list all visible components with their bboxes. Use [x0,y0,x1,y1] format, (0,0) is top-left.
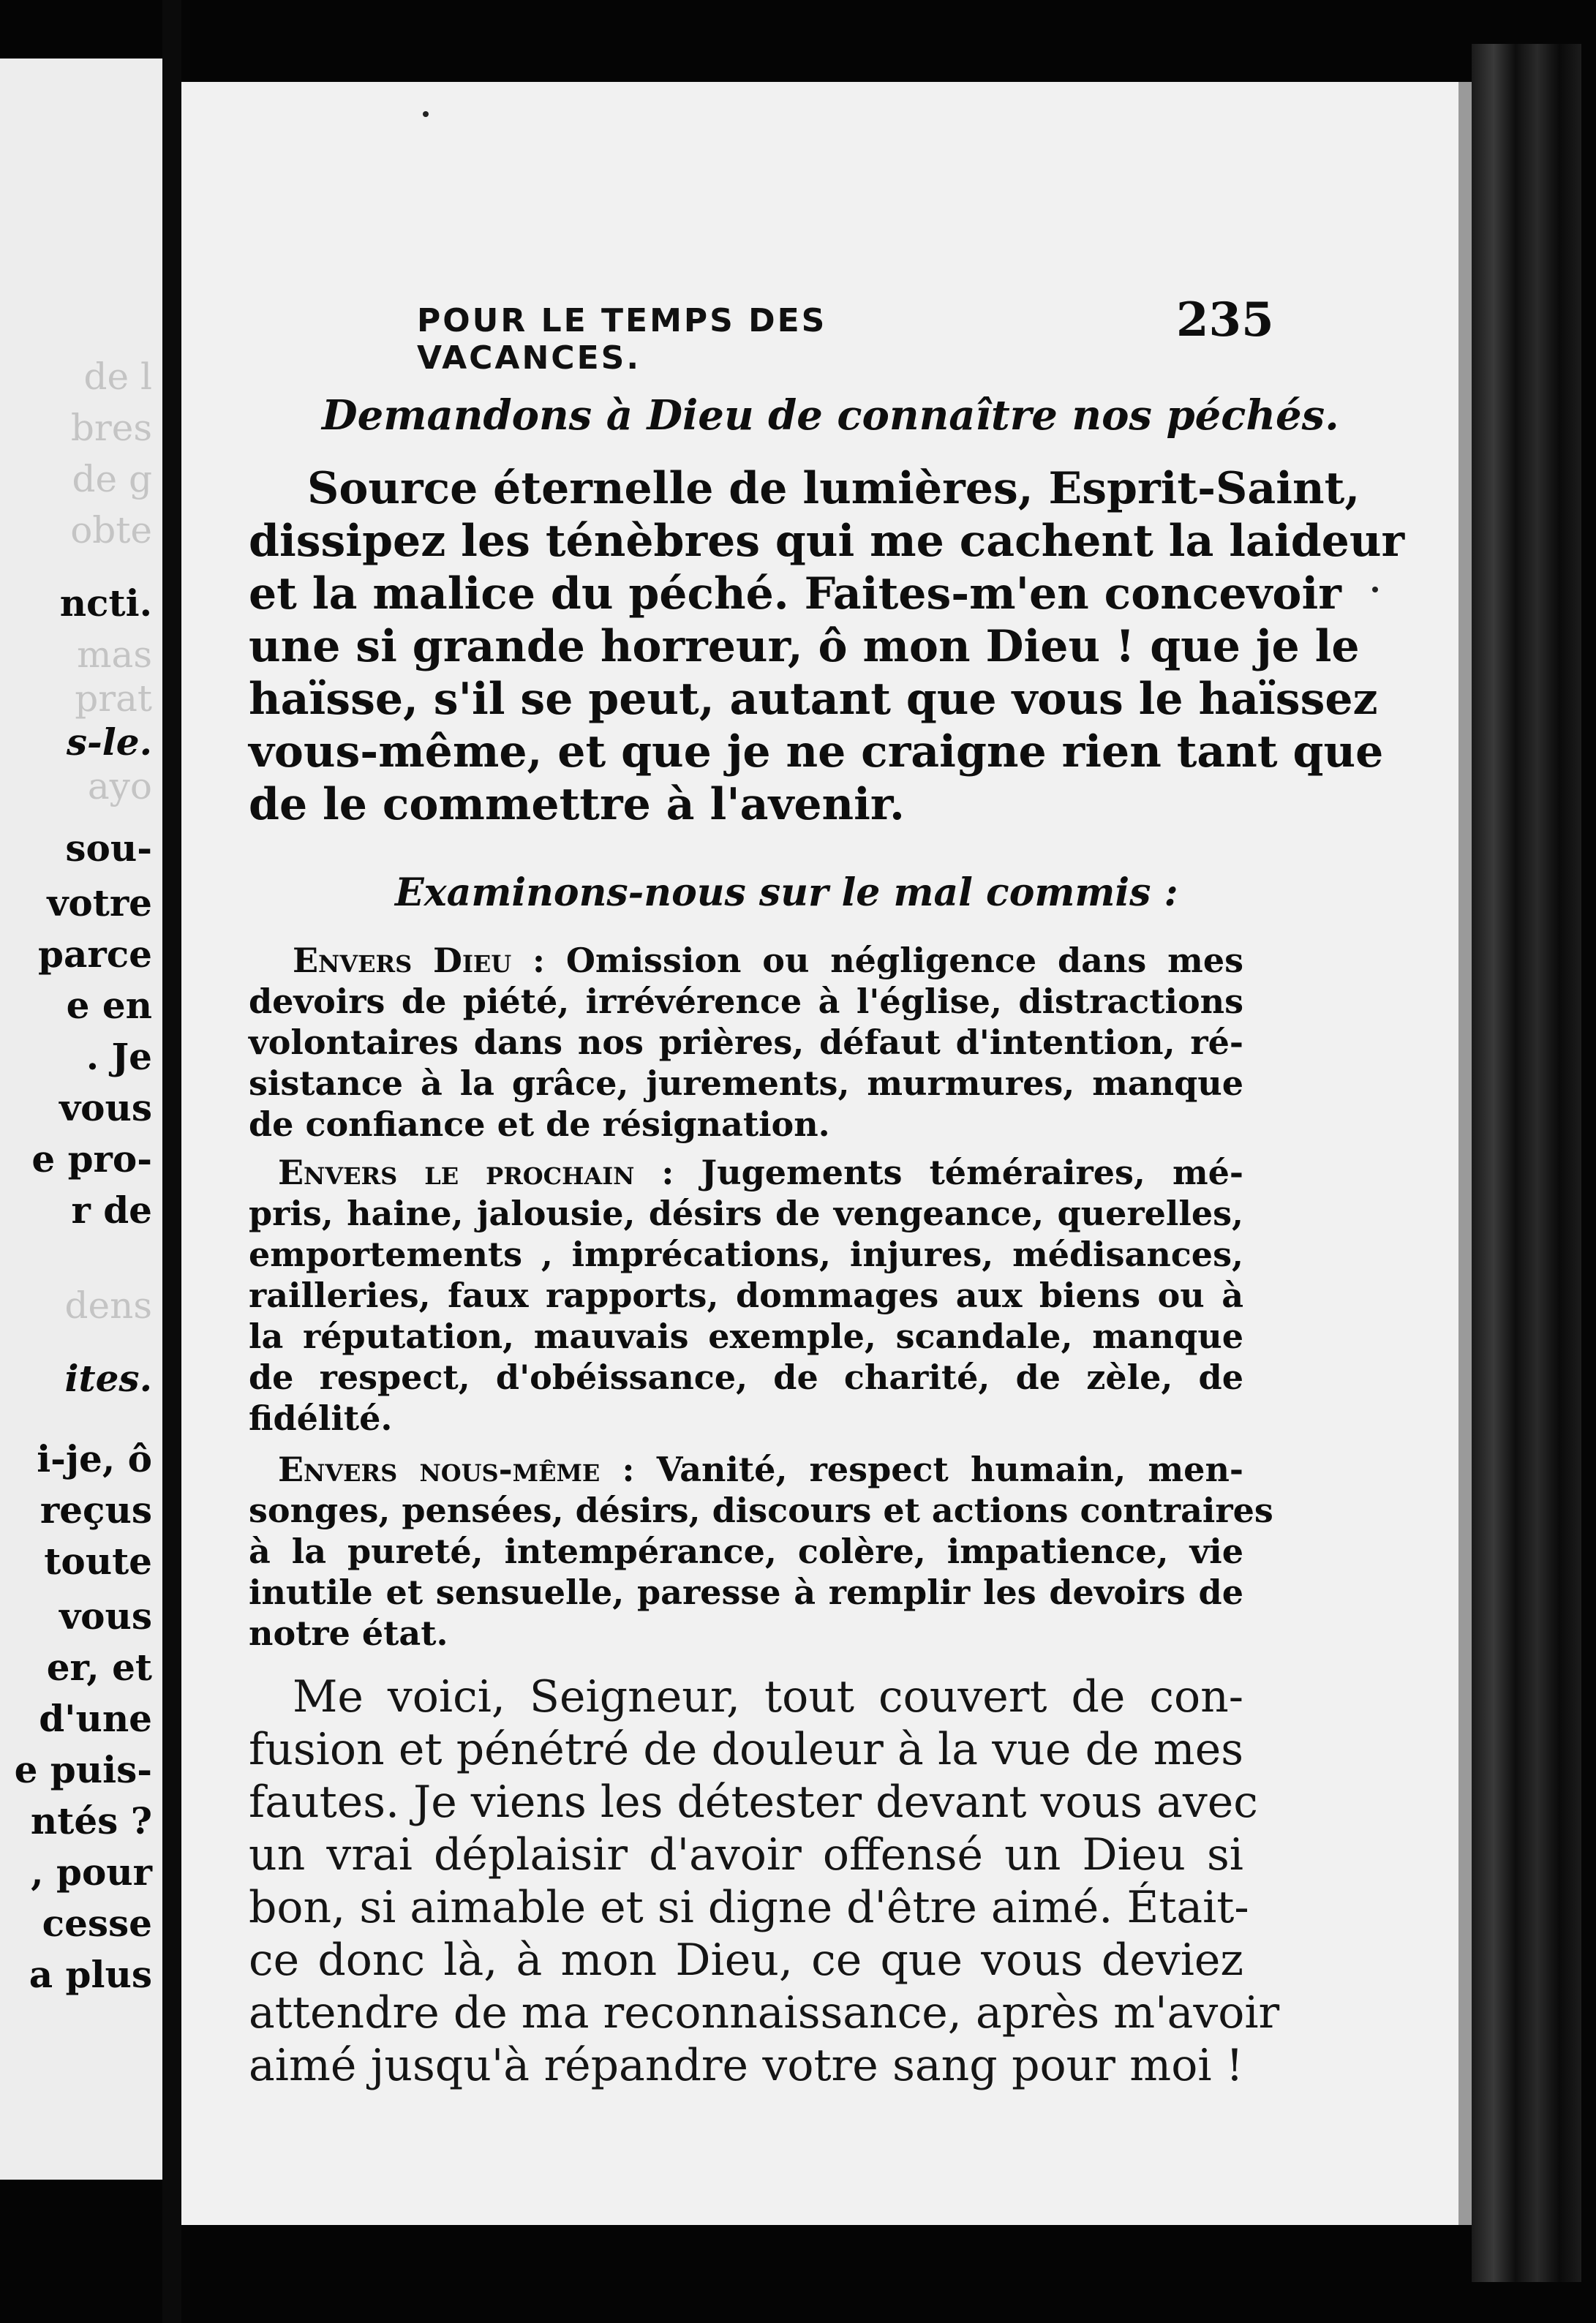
page-number: 235 [1176,293,1274,347]
examen-prochain-line: railleries, faux rapports, dommages aux biens ou à [249,1276,1243,1315]
speck [423,111,429,117]
left-page-faint-line: mas [77,633,152,676]
examen-prochain-line: emportements , imprécations, injures, médisances, [249,1235,1243,1274]
examen-dieu-line: volontaires dans nos prières, défaut d'intention, ré- [249,1023,1243,1062]
examen-dieu-line: devoirs de piété, irrévérence à l'église, distractions [249,982,1243,1021]
left-page-faint-line: bres [70,407,152,449]
examen-prochain-line: pris, haine, jalousie, désirs de vengeance, querelles, [249,1194,1243,1233]
examen-soi-line: Envers nous-même : Vanité, respect humain, men- [278,1450,1243,1489]
confession-line: aimé jusqu'à répandre votre sang pour moi ! [249,2040,1243,2091]
left-page-faint-line: dens [64,1284,152,1327]
left-page-line: cesse [42,1902,152,1945]
left-page-line: toute [44,1540,152,1583]
left-page-faint-line: obte [70,509,152,551]
book-gutter [162,0,181,2323]
left-page-line: e en [66,984,152,1027]
examen-dieu-line: Envers Dieu : Omission ou négligence dans mes [293,941,1243,980]
prayer-line: haïsse, s'il se peut, autant que vous le haïssez [249,674,1378,725]
left-page-line: vous [59,1086,152,1129]
prayer-line: une si grande horreur, ô mon Dieu ! que je le [249,621,1360,672]
left-page-line: s-le. [66,720,152,764]
examen-soi-label: Envers nous-même : [278,1450,635,1489]
confession-line: attendre de ma reconnaissance, après m'avoir [249,1987,1280,2038]
examen-prochain-line: de respect, d'obéissance, de charité, de zèle, de [249,1358,1243,1397]
left-page-line: a plus [29,1953,152,1996]
left-page-faint-line: prat [75,677,152,720]
book-binding [1472,44,1581,2282]
left-page-faint-line: de l [83,355,152,398]
left-page-line: . Je [86,1035,152,1078]
confession-line: un vrai déplaisir d'avoir offensé un Dieu si [249,1829,1243,1880]
left-page-line: parce [38,933,152,976]
speck [1372,587,1378,592]
left-page-line: r de [71,1189,152,1232]
left-page-line: sou- [65,827,152,870]
examen-dieu-label: Envers Dieu : [293,941,546,980]
confession-line: ce donc là, à mon Dieu, ce que vous deviez [249,1935,1243,1986]
prayer-line: et la malice du péché. Faites-m'en concevoir [249,568,1341,620]
left-page-line: e pro- [31,1137,152,1181]
left-page-line: ites. [64,1357,152,1400]
examen-soi-line: à la pureté, intempérance, colère, impatience, vie [249,1532,1243,1571]
left-page-line: i-je, ô [37,1437,152,1480]
section-heading: Demandons à Dieu de connaître nos péchés. [322,391,1339,440]
left-page-line: d'une [39,1697,152,1740]
prayer-line: vous-même, et que je ne craigne rien tant que [249,726,1384,778]
left-page-line: votre [47,881,152,925]
confession-line: fusion et pénétré de douleur à la vue de mes [249,1724,1243,1775]
examen-dieu-line: de confiance et de résignation. [249,1104,830,1144]
left-page-faint-line: ayo [87,765,152,807]
examen-soi-line: songes, pensées, désirs, discours et actions contraires [249,1491,1273,1530]
left-page-line: vous [59,1595,152,1638]
examen-prochain-line: fidélité. [249,1398,393,1438]
left-page-line: reçus [39,1488,152,1532]
left-page-line: ntés ? [30,1799,152,1842]
left-page-line: e puis- [14,1748,152,1791]
page-edge [1458,82,1472,2225]
prayer-line: de le commettre à l'avenir. [249,779,905,830]
section-heading: Examinons-nous sur le mal commis : [395,870,1178,915]
examen-prochain-line: la réputation, mauvais exemple, scandale, manque [249,1317,1243,1356]
running-header: POUR LE TEMPS DES VACANCES. [417,302,827,377]
confession-line: fautes. Je viens les détester devant vous avec [249,1777,1258,1828]
prayer-line: dissipez les ténèbres qui me cachent la laideur [249,516,1405,567]
confession-line: bon, si aimable et si digne d'être aimé. Était- [249,1882,1249,1933]
left-page-line: , pour [31,1851,152,1894]
confession-line: Me voici, Seigneur, tout couvert de con- [293,1671,1243,1723]
left-page-line: er, et [46,1646,152,1689]
prayer-line: Source éternelle de lumières, Esprit-Saint, [307,463,1360,514]
examen-soi-line: notre état. [249,1614,448,1653]
left-page-line: ncti. [59,581,152,625]
examen-soi-line: inutile et sensuelle, paresse à remplir les devoirs de [249,1573,1243,1612]
examen-prochain-line: Envers le prochain : Jugements téméraires, mé- [278,1153,1243,1192]
examen-prochain-label: Envers le prochain : [278,1153,674,1192]
examen-dieu-line: sistance à la grâce, jurements, murmures, manque [249,1063,1243,1103]
left-page-faint-line: de g [72,458,152,500]
left-facing-page [0,59,162,2180]
